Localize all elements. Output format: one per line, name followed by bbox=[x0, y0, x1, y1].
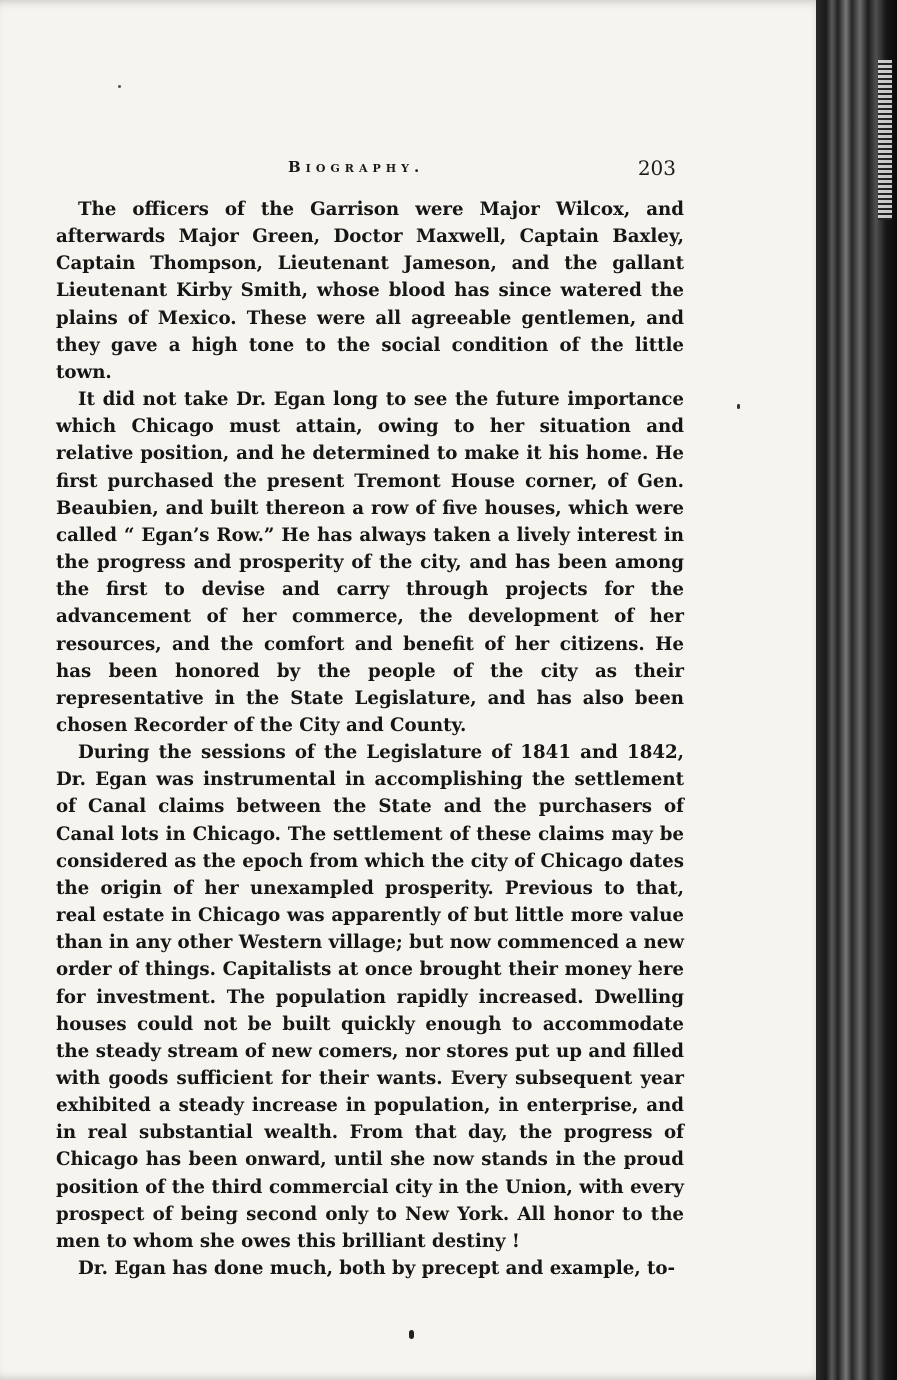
binding-stripe bbox=[878, 60, 892, 220]
paragraph: It did not take Dr. Egan long to see the future importance which Chicago must attain, owing to her situation and relative position, and he determined to make it his home. He first purchased the present Tremont House corner, of Gen. Beaubien, and built thereon a row of five houses, which were called “ Egan’s Row.” He has always taken a lively interest in the progress and prosperity of the city, and has been among the first to devise and carry through projects for the advancement of her commerce, the development of her resources, and the comfort and benefit of her citizens. He has been honored by the people of the city as their representative in the State Legislature, and has also been chosen Recorder of the City and County. bbox=[56, 389, 684, 736]
running-title: Biography. bbox=[288, 158, 425, 176]
ink-speck bbox=[737, 404, 740, 409]
ink-speck bbox=[409, 1330, 414, 1339]
page-number: 203 bbox=[637, 156, 676, 180]
page-edge bbox=[816, 0, 897, 1380]
running-head bbox=[60, 158, 680, 182]
body-text bbox=[56, 196, 684, 1282]
ink-speck bbox=[118, 85, 121, 88]
paragraph: The officers of the Garrison were Major Wilcox, and afterwards Major Green, Doctor Maxwell, Captain Baxley, Captain Thompson, Lieutenant Jameson, and the gallant Lieutenant Kirby Smith, whose blood has since watered the plains of Mexico. These were all agreeable gentlemen, and they gave a high tone to the social condition of the little town. bbox=[56, 199, 684, 383]
paragraph: During the sessions of the Legislature of 1841 and 1842, Dr. Egan was instrumental in accomplishing the settlement of Canal claims between the State and the purchasers of Canal lots in Chicago. The settlement of these claims may be considered as the epoch from which the city of Chicago dates the origin of her unexampled prosperity. Previous to that, real estate in Chicago was apparently of but little more value than in any other Western village; but now commenced a new order of things. Capitalists at once brought their money here for investment. The population rapidly increased. Dwelling houses could not be built quickly enough to accommodate the steady stream of new comers, nor stores put up and filled with goods sufficient for their wants. Every subsequent year exhibited a steady increase in population, in enterprise, and in real substantial wealth. From that day, the progress of Chicago has been onward, until she now stands in the proud position of the third commercial city in the Union, with every prospect of being second only to New York. All honor to the men to whom she owes this brilliant destiny ! bbox=[56, 742, 684, 1252]
paragraph: Dr. Egan has done much, both by precept and example, to- bbox=[78, 1258, 676, 1280]
